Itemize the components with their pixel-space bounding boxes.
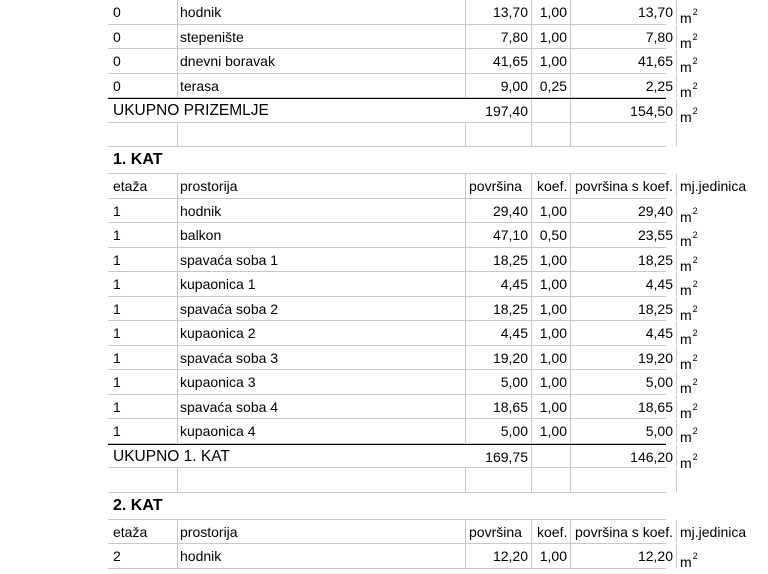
- unit-exponent: 2: [692, 377, 698, 387]
- cell-povrsina-s-koef: 29,40: [571, 199, 677, 223]
- table-row: [108, 346, 698, 372]
- cell-povrsina: 41,65: [466, 49, 532, 73]
- cell-povrsina-s-koef: 4,45: [571, 272, 677, 296]
- cell-etaza: 1: [108, 419, 178, 443]
- cell-povrsina-s-koef: 12,20: [571, 544, 677, 568]
- section-title-row: [108, 147, 666, 174]
- cell-prostorija: hodnik: [178, 0, 466, 24]
- blank-cell: [571, 468, 677, 492]
- unit: m: [680, 404, 692, 421]
- section-title: 2. KAT: [113, 496, 163, 514]
- blank-cell: [532, 468, 571, 492]
- table-row: [108, 370, 698, 396]
- cell-jedinica: [677, 248, 747, 272]
- blank-cell: [677, 468, 747, 492]
- header-prostorija: prostorija: [178, 174, 466, 198]
- cell-etaza: 0: [108, 74, 178, 98]
- header-povrsina-s-koef: površina s koef.: [571, 174, 677, 198]
- table-row: [108, 199, 698, 225]
- cell-povrsina: 4,45: [466, 321, 532, 345]
- unit: m: [680, 355, 692, 372]
- cell-etaza: 1: [108, 321, 178, 345]
- cell-koef: 1,00: [532, 199, 571, 223]
- cell-povrsina: 12,20: [466, 544, 532, 568]
- cell-jedinica: [677, 199, 747, 223]
- total-povrsina-s-koef: 154,50: [571, 99, 677, 122]
- total-povrsina: 169,75: [466, 445, 532, 468]
- blank-cell: [108, 123, 178, 147]
- cell-etaza: 0: [108, 25, 178, 49]
- cell-jedinica: [677, 419, 747, 443]
- cell-jedinica: [677, 49, 747, 73]
- cell-prostorija: spavaća soba 3: [178, 346, 466, 370]
- table-header-row: [108, 520, 747, 545]
- cell-jedinica: [677, 0, 747, 24]
- cell-koef: 1,00: [532, 272, 571, 296]
- cell-povrsina: 19,20: [466, 346, 532, 370]
- unit-exponent: 2: [692, 328, 698, 338]
- cell-etaza: 1: [108, 223, 178, 247]
- cell-koef: 1,00: [532, 544, 571, 568]
- cell-koef: 1,00: [532, 395, 571, 419]
- cell-prostorija: stepenište: [178, 25, 466, 49]
- unit-exponent: 2: [692, 426, 698, 436]
- unit: m: [680, 331, 692, 347]
- table-row: [108, 395, 698, 421]
- cell-etaza: 1: [108, 272, 178, 296]
- cell-povrsina-s-koef: 19,20: [571, 346, 677, 370]
- unit: m: [680, 109, 692, 125]
- unit: m: [680, 554, 692, 570]
- header-etaza: etaža: [108, 520, 178, 544]
- unit-exponent: 2: [692, 254, 698, 265]
- cell-jedinica: [677, 395, 747, 419]
- cell-prostorija: kupaonica 4: [178, 419, 466, 443]
- cell-etaza: 1: [108, 297, 178, 321]
- cell-prostorija: spavaća soba 1: [178, 248, 466, 272]
- blank-row: [108, 123, 666, 148]
- blank-cell: [466, 123, 532, 147]
- cell-koef: 1,00: [532, 419, 571, 443]
- header-koef: koef.: [532, 520, 571, 544]
- cell-jedinica: [677, 297, 747, 321]
- cell-koef: 0,50: [532, 223, 571, 247]
- area-table: [108, 0, 747, 570]
- cell-etaza: 1: [108, 346, 178, 370]
- cell-prostorija: kupaonica 2: [178, 321, 466, 345]
- unit: m: [680, 306, 692, 323]
- cell-povrsina: 9,00: [466, 74, 532, 98]
- cell-povrsina: 18,65: [466, 395, 532, 419]
- table-row: [108, 0, 698, 26]
- unit-exponent: 2: [692, 205, 698, 216]
- cell-povrsina-s-koef: 18,25: [571, 248, 677, 272]
- cell-povrsina: 7,80: [466, 25, 532, 49]
- total-koef-empty: [532, 99, 571, 122]
- header-prostorija: prostorija: [178, 520, 466, 544]
- blank-cell: [108, 468, 178, 492]
- cell-jedinica: [677, 25, 747, 49]
- total-povrsina: 197,40: [466, 99, 532, 122]
- table-row: [108, 321, 698, 347]
- header-etaza: etaža: [108, 174, 178, 198]
- header-koef: koef.: [532, 174, 571, 198]
- cell-povrsina-s-koef: 2,25: [571, 74, 677, 98]
- blank-cell: [677, 123, 747, 147]
- cell-jedinica: [677, 445, 747, 471]
- unit-exponent: 2: [692, 230, 698, 240]
- total-row: [108, 98, 698, 125]
- unit-exponent: 2: [692, 106, 698, 116]
- cell-jedinica: [677, 346, 747, 370]
- cell-povrsina: 18,25: [466, 297, 532, 321]
- unit: m: [680, 208, 692, 225]
- table-row: [108, 248, 698, 274]
- cell-jedinica: [677, 74, 747, 98]
- unit-exponent: 2: [692, 401, 698, 412]
- cell-jedinica: [677, 223, 747, 247]
- table-row: [108, 419, 698, 445]
- cell-jedinica: [677, 272, 747, 296]
- cell-povrsina-s-koef: 4,45: [571, 321, 677, 345]
- cell-etaza: 2: [108, 544, 178, 568]
- unit-exponent: 2: [692, 303, 698, 314]
- unit: m: [680, 83, 692, 100]
- table-row: [108, 223, 698, 249]
- cell-povrsina: 13,70: [466, 0, 532, 24]
- cell-jedinica: [677, 321, 747, 345]
- total-koef-empty: [532, 445, 571, 468]
- cell-povrsina-s-koef: 18,25: [571, 297, 677, 321]
- cell-koef: 1,00: [532, 248, 571, 272]
- header-povrsina: površina: [466, 520, 532, 544]
- unit: m: [680, 454, 692, 471]
- unit-exponent: 2: [692, 551, 698, 561]
- cell-prostorija: balkon: [178, 223, 466, 247]
- unit-exponent: 2: [692, 56, 698, 66]
- unit: m: [680, 59, 692, 75]
- cell-koef: 1,00: [532, 49, 571, 73]
- table-row: [108, 297, 698, 323]
- cell-povrsina: 5,00: [466, 370, 532, 394]
- cell-etaza: 0: [108, 0, 178, 24]
- cell-etaza: 1: [108, 370, 178, 394]
- blank-row: [108, 468, 666, 493]
- cell-prostorija: spavaća soba 4: [178, 395, 466, 419]
- cell-povrsina-s-koef: 23,55: [571, 223, 677, 247]
- total-povrsina-s-koef: 146,20: [571, 445, 677, 468]
- cell-prostorija: spavaća soba 2: [178, 297, 466, 321]
- cell-povrsina: 4,45: [466, 272, 532, 296]
- unit: m: [680, 429, 692, 445]
- cell-jedinica: [677, 99, 747, 125]
- table-row: [108, 49, 698, 75]
- total-label: UKUPNO PRIZEMLJE: [113, 102, 269, 119]
- cell-etaza: 1: [108, 199, 178, 223]
- unit-exponent: 2: [692, 352, 698, 363]
- cell-prostorija: hodnik: [178, 544, 466, 568]
- cell-koef: 0,25: [532, 74, 571, 98]
- unit: m: [680, 380, 692, 396]
- cell-povrsina: 29,40: [466, 199, 532, 223]
- cell-povrsina: 18,25: [466, 248, 532, 272]
- unit: m: [680, 10, 692, 26]
- header-jedinica: mj.jedinica: [680, 178, 747, 194]
- cell-etaza: 1: [108, 395, 178, 419]
- header-povrsina: površina: [466, 174, 532, 198]
- cell-prostorija: kupaonica 3: [178, 370, 466, 394]
- section-title: 1. KAT: [113, 151, 163, 168]
- table-header-row: [108, 174, 747, 199]
- unit: m: [680, 233, 692, 249]
- cell-prostorija: terasa: [178, 74, 466, 98]
- unit: m: [680, 257, 692, 274]
- unit-exponent: 2: [692, 31, 698, 42]
- cell-koef: 1,00: [532, 346, 571, 370]
- unit: m: [680, 282, 692, 298]
- header-jedinica: mj.jedinica: [680, 523, 747, 540]
- blank-cell: [466, 468, 532, 492]
- blank-cell: [178, 468, 466, 492]
- cell-koef: 1,00: [532, 321, 571, 345]
- cell-koef: 1,00: [532, 25, 571, 49]
- cell-jedinica: [677, 544, 747, 568]
- blank-cell: [571, 123, 677, 147]
- unit: m: [680, 34, 692, 51]
- header-povrsina-s-koef: površina s koef.: [571, 520, 677, 544]
- unit-exponent: 2: [692, 279, 698, 289]
- cell-prostorija: dnevni boravak: [178, 49, 466, 73]
- blank-cell: [178, 123, 466, 147]
- total-label: UKUPNO 1. KAT: [113, 447, 230, 465]
- table-row: [108, 25, 698, 51]
- cell-koef: 1,00: [532, 370, 571, 394]
- section-title-row: [108, 493, 666, 520]
- cell-povrsina: 5,00: [466, 419, 532, 443]
- unit-exponent: 2: [692, 80, 698, 91]
- cell-etaza: 1: [108, 248, 178, 272]
- cell-povrsina-s-koef: 41,65: [571, 49, 677, 73]
- cell-povrsina: 47,10: [466, 223, 532, 247]
- cell-povrsina-s-koef: 13,70: [571, 0, 677, 24]
- table-row: [108, 74, 698, 100]
- table-row: [108, 272, 698, 298]
- cell-povrsina-s-koef: 5,00: [571, 419, 677, 443]
- cell-etaza: 0: [108, 49, 178, 73]
- unit-exponent: 2: [692, 7, 698, 17]
- cell-povrsina-s-koef: 7,80: [571, 25, 677, 49]
- cell-povrsina-s-koef: 5,00: [571, 370, 677, 394]
- cell-prostorija: kupaonica 1: [178, 272, 466, 296]
- cell-prostorija: hodnik: [178, 199, 466, 223]
- unit-exponent: 2: [692, 451, 698, 462]
- cell-jedinica: [677, 370, 747, 394]
- total-row: [108, 444, 698, 471]
- cell-koef: 1,00: [532, 297, 571, 321]
- blank-cell: [532, 123, 571, 147]
- cell-povrsina-s-koef: 18,65: [571, 395, 677, 419]
- table-row: [108, 544, 698, 570]
- cell-koef: 1,00: [532, 0, 571, 24]
